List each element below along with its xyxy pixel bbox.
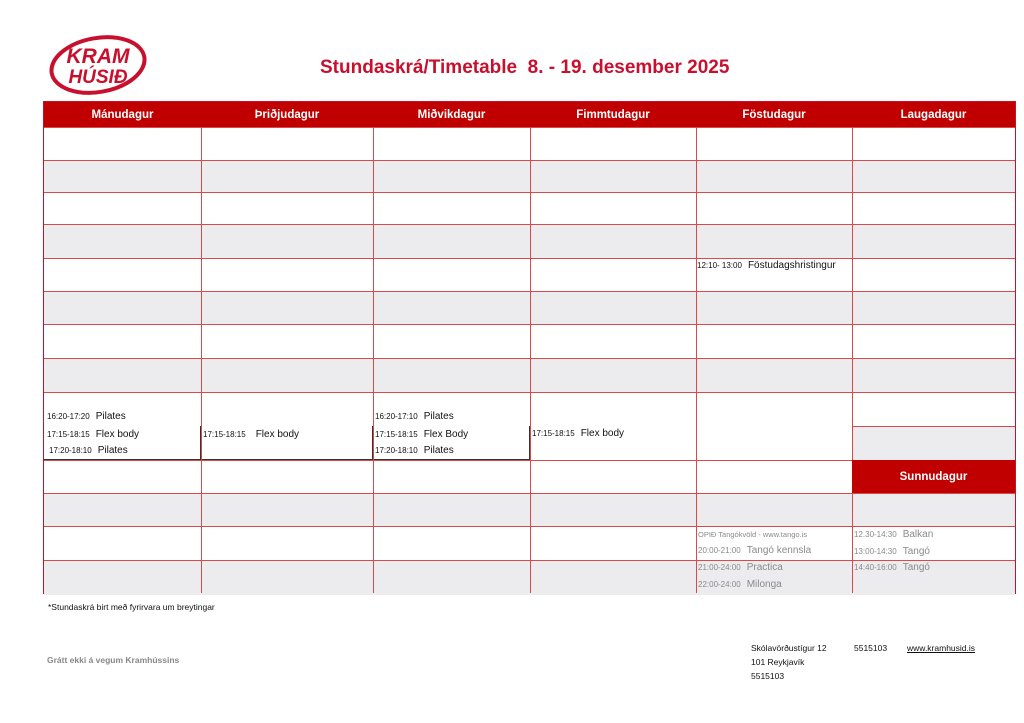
entry-mon-pilates: 16:20-17:20 Pilates (47, 411, 126, 422)
entry-sun-tango1: 13:00-14:30 Tangó (854, 546, 930, 557)
column-divider (852, 127, 853, 593)
day-header-tuesday: Þriðjudagur (201, 102, 373, 127)
entry-fri-opid: OPIÐ Tangókvöld - www.tango.is (698, 530, 808, 539)
kramhusid-logo (48, 34, 148, 96)
footnote: *Stundaskrá birt með fyrirvara um breytingar (48, 602, 215, 612)
entry-fri-practica: 21:00-24:00 Practica (698, 562, 783, 573)
day-header-wednesday: Miðvikdagur (373, 102, 530, 127)
website-link[interactable]: www.kramhusid.is (907, 643, 976, 653)
row-box (697, 426, 852, 460)
entry-thu-flexbody: 17:15-18:15 Flex body (532, 428, 625, 439)
entry-sun-tango2: 14:40-16:00 Tangó (854, 562, 930, 573)
entry-wed-pilates: 16:20-17:10 Pilates (375, 411, 454, 422)
day-header-friday: Föstudagur (696, 102, 852, 127)
entry-mon-pilates2: 17:20-18:10 Pilates (49, 445, 128, 456)
day-header-sunday: Sunnudagur (852, 460, 1015, 493)
day-header-saturday: Laugadagur (852, 102, 1015, 127)
footer-disclaimer: Grátt ekki á vegum Kramhússins (47, 655, 180, 665)
column-divider (373, 127, 374, 593)
day-header-monday: Mánudagur (44, 102, 201, 127)
logo-line1: KRAM (66, 45, 130, 68)
day-header-thursday: Fimmtudagur (530, 102, 696, 127)
entry-tue-flexbody: 17:15-18:15 Flex body (203, 429, 300, 440)
address-phone-2: 5515103 (751, 671, 785, 681)
column-divider (530, 127, 531, 593)
entry-wed-pilates2: 17:20-18:10 Pilates (375, 445, 454, 456)
address-city: 101 Reykjavík (751, 657, 805, 667)
column-divider (201, 127, 202, 593)
page-title: Stundaskrá/Timetable 8. - 19. desember 2025 (320, 57, 730, 78)
entry-sun-balkan: 12.30-14:30 Balkan (854, 529, 934, 540)
entry-fri-tango: 20:00-21:00 Tangó kennsla (698, 545, 812, 556)
address-street: Skólavörðustígur 12 (751, 643, 827, 653)
entry-fri-milonga: 22:00-24:00 Milonga (698, 579, 782, 590)
entry-wed-flexbody: 17:15-18:15 Flex Body (375, 429, 469, 440)
entry-mon-flexbody: 17:15-18:15 Flex body (47, 429, 140, 440)
logo-line2: HÚSIÐ (68, 67, 128, 88)
timetable-grid (43, 101, 1016, 594)
entry-fostudagshristingur: 12:10- 13:00 Föstudagshristingur (697, 260, 836, 271)
column-divider (696, 127, 697, 593)
address-phone: 5515103 (854, 643, 888, 653)
